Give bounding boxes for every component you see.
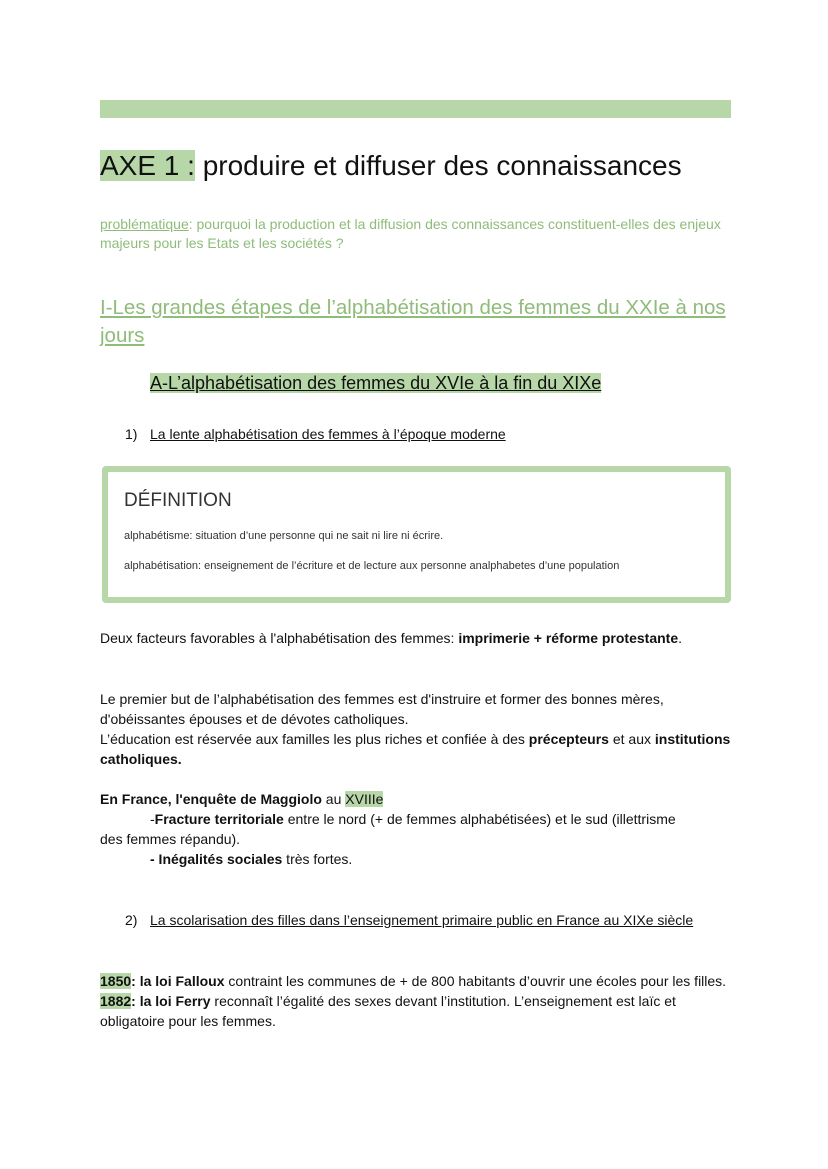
but-line-2	[100, 729, 740, 769]
header-bar	[100, 100, 731, 118]
paragraph-facteurs	[100, 628, 740, 648]
list-item-1-number: 1)	[125, 426, 138, 442]
list-item-1-text: La lente alphabétisation des femmes à l’époque moderne	[150, 426, 506, 442]
list-item-2	[125, 910, 725, 950]
problematique	[100, 215, 740, 253]
but-line-2-text: L’éducation est réservée aux familles les plus riches et confiée à des	[100, 731, 529, 747]
list-item-2-text: La scolarisation des filles dans l’enseignement primaire public en France au XIXe siècle	[150, 912, 694, 928]
loi-ferry-text: reconnaît l’égalité des sexes devant l’institution. L’enseignement est laïc et obligatoire pour les femmes.	[100, 993, 676, 1029]
but-line-2-mid: et aux	[608, 731, 655, 747]
section-heading-a-text: A-L’alphabétisation des femmes du XVIe à la fin du XIXe	[150, 373, 602, 393]
maggiolo-bullet-2-text: très fortes.	[282, 851, 353, 867]
problematique-text: : pourquoi la production et la diffusion des connaissances constituent-elles des enjeux majeurs pour les Etats et les sociétés ?	[100, 216, 721, 251]
loi-falloux-text: contraint les communes de + de 800 habitants d’ouvrir une écoles pour les filles.	[224, 973, 727, 989]
maggiolo-mid: au	[321, 791, 346, 807]
paragraph-but	[100, 689, 740, 769]
loi-ferry-year: 1882	[100, 993, 132, 1009]
paragraph-maggiolo	[100, 789, 740, 869]
maggiolo-bullet-1	[100, 809, 740, 829]
list-item-1	[125, 424, 745, 444]
title-label: AXE 1 :	[100, 150, 195, 181]
facteurs-bold: imprimerie + réforme protestante	[458, 630, 679, 646]
but-bold-institutions: institutions catholiques.	[100, 731, 731, 767]
maggiolo-bullet-2	[100, 849, 740, 869]
problematique-label: problématique	[100, 216, 189, 232]
loi-falloux-year: 1850	[100, 973, 132, 989]
maggiolo-bullet-1-dash: -	[150, 811, 155, 827]
loi-falloux-name: : la loi Falloux	[131, 973, 225, 989]
but-line-1: Le premier but de l’alphabétisation des femmes est d'instruire et former des bonnes mères, d'obéissantes épouses et de dévotes catholiques.	[100, 691, 664, 727]
facteurs-end: .	[678, 630, 682, 646]
section-heading-1: I-Les grandes étapes de l’alphabétisation des femmes du XXIe à nos jours	[100, 296, 726, 347]
section-heading-a	[150, 371, 601, 395]
list-item-2-number: 2)	[125, 912, 138, 928]
title-rest: produire et diffuser des connaissances	[194, 150, 682, 181]
maggiolo-heading	[100, 789, 740, 809]
page-title	[100, 148, 682, 184]
definition-line-alphabetisme: alphabétisme: situation d’une personne qui ne sait ni lire ni écrire.	[124, 530, 444, 542]
paragraph-lois	[100, 971, 740, 1031]
definition-line-alphabetisation: alphabétisation: enseignement de l’écriture et de lecture aux personne analphabetes d’une population	[124, 560, 620, 572]
maggiolo-bullet-1-bold: Fracture territoriale	[154, 811, 284, 827]
maggiolo-bullet-2-bold: - Inégalités sociales	[150, 851, 283, 867]
maggiolo-bullet-1-cont: des femmes répandu).	[100, 831, 241, 847]
facteurs-text: Deux facteurs favorables à l'alphabétisation des femmes:	[100, 630, 459, 646]
maggiolo-bold: En France, l'enquête de Maggiolo	[100, 791, 322, 807]
definition-title: DÉFINITION	[124, 490, 232, 511]
loi-ferry	[100, 991, 740, 1031]
loi-ferry-name: : la loi Ferry	[131, 993, 211, 1009]
loi-falloux	[100, 971, 740, 991]
maggiolo-century: XVIIIe	[345, 791, 384, 807]
but-bold-precepteurs: précepteurs	[528, 731, 609, 747]
maggiolo-bullet-1-text: entre le nord (+ de femmes alphabétisées) et le sud (illettrisme	[283, 811, 676, 827]
definition-box	[102, 466, 731, 603]
